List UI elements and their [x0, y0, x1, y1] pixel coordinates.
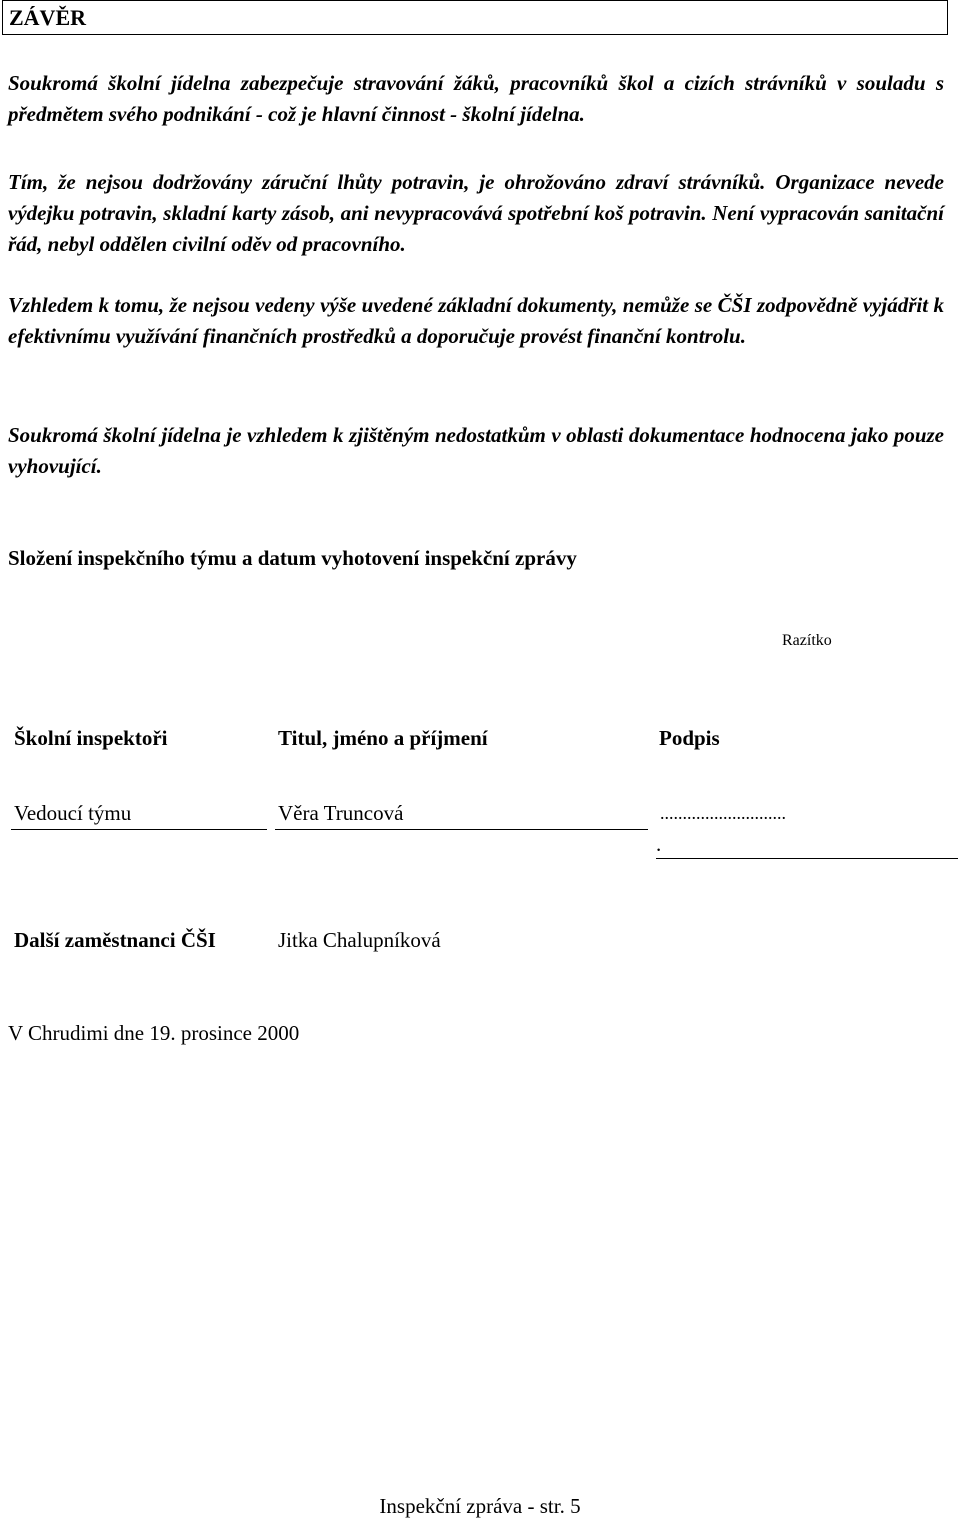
header-signature: Podpis: [659, 726, 720, 750]
paragraph-3: Vzhledem k tomu, že nejsou vedeny výše uvedené základní dokumenty, nemůže se ČŠI zodpovědně vyjádřit k efektivnímu využívání finančních prostředků a doporučuje provést finanční kontrolu.: [8, 293, 944, 348]
stamp-label: Razítko: [782, 632, 832, 649]
header-name: Titul, jméno a příjmení: [278, 726, 488, 750]
heading-box: [2, 0, 948, 35]
page-heading: ZÁVĚR: [9, 5, 87, 30]
lead-signature-dots: ............................: [660, 803, 786, 823]
other-role: Další zaměstnanci ČŠI: [14, 928, 216, 952]
paragraph-1: Soukromá školní jídelna zabezpečuje stravování žáků, pracovníků škol a cizích strávníků v souladu s předmětem svého podnikání - což je hlavní činnost - školní jídelna.: [8, 71, 944, 126]
page-footer: Inspekční zpráva - str. 5: [379, 1494, 581, 1518]
lead-name: Věra Truncová: [278, 801, 404, 825]
signature-underline: [656, 858, 958, 859]
header-inspectors: Školní inspektoři: [14, 726, 168, 750]
other-name: Jitka Chalupníková: [278, 928, 441, 952]
lead-role-underline: [11, 829, 267, 830]
lead-signature-dot: .: [656, 832, 662, 856]
place-date: V Chrudimi dne 19. prosince 2000: [8, 1021, 300, 1045]
paragraph-2: Tím, že nejsou dodržovány záruční lhůty potravin, je ohrožováno zdraví strávníků. Organizace nevede výdejku potravin, skladní karty zásob, ani nevypracovává spotřební koš potravin. Není vypracován sanitační řád, nebyl oddělen civilní oděv od pracovního.: [8, 170, 944, 256]
section-title: Složení inspekčního týmu a datum vyhotovení inspekční zprávy: [8, 546, 577, 570]
paragraph-4: Soukromá školní jídelna je vzhledem k zjištěným nedostatkům v oblasti dokumentace hodnocena jako pouze vyhovující.: [8, 423, 944, 478]
lead-name-underline: [275, 829, 648, 830]
lead-role: Vedoucí týmu: [14, 801, 132, 825]
